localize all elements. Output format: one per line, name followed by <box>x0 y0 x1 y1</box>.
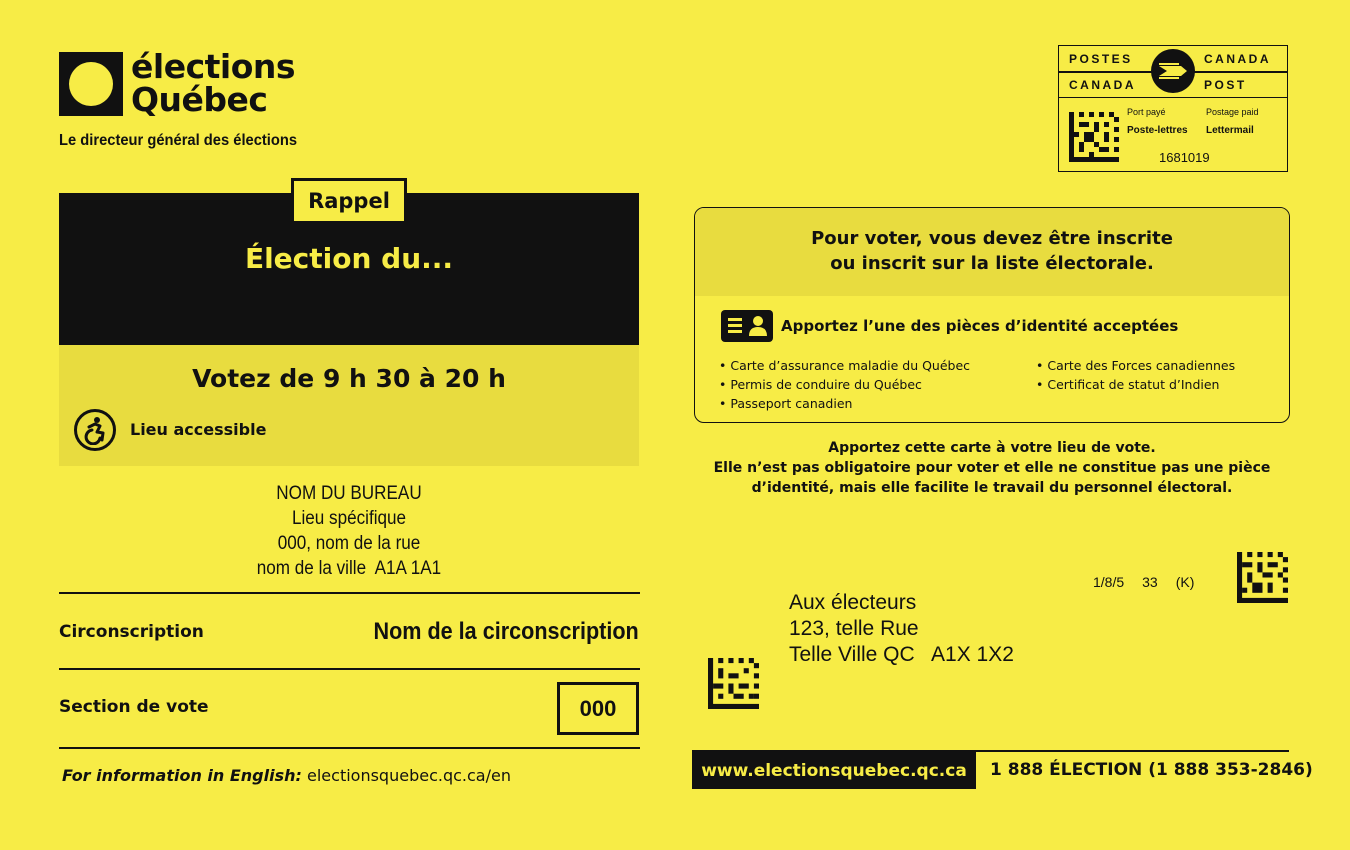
registration-info-box <box>694 207 1290 423</box>
list-item: • Carte des Forces canadiennes <box>1036 356 1235 375</box>
english-url[interactable]: electionsquebec.qc.ca/en <box>307 766 511 785</box>
recipient-city: Telle Ville QC A1X 1X2 <box>789 643 1014 666</box>
canada-word: CANADA <box>1069 78 1136 92</box>
recipient-street: 123, telle Rue <box>789 617 919 640</box>
datamatrix-code-icon <box>1069 112 1119 162</box>
datamatrix-code-icon <box>708 658 759 709</box>
brand-subtitle: Le directeur général des élections <box>59 132 298 149</box>
recipient-address <box>789 590 1014 668</box>
place-name: Lieu spécifique <box>291 508 407 529</box>
id-title: Apportez l’une des pièces d’identité acceptées <box>781 317 1179 335</box>
street-address: 000, nom de la rue <box>277 533 421 554</box>
datamatrix-code-icon <box>1237 552 1288 603</box>
note-line: d’identité, mais elle facilite le travail du personnel électoral. <box>751 480 1233 496</box>
list-item: • Permis de conduire du Québec <box>719 375 970 394</box>
website-link[interactable]: www.electionsquebec.qc.ca <box>692 752 976 789</box>
english-info <box>62 766 511 785</box>
polling-address <box>88 481 610 581</box>
list-item: • Passeport canadien <box>719 394 970 413</box>
sort-code-a: 1/8/5 <box>1093 574 1125 590</box>
heading-line: Pour voter, vous devez être inscrite <box>811 228 1173 249</box>
office-name: NOM DU BUREAU <box>276 483 422 504</box>
sort-code-b: 33 <box>1142 574 1158 590</box>
canada-post-emblem-icon <box>1151 49 1195 93</box>
port-paye: Port payé <box>1127 107 1166 117</box>
id-card-icon <box>721 310 773 342</box>
postage-paid: Postage paid <box>1206 107 1259 117</box>
postes-word: POSTES <box>1069 52 1133 66</box>
id-list-right <box>1036 356 1235 394</box>
card-note <box>694 438 1290 498</box>
logo-mark <box>59 52 123 116</box>
section-label: Section de vote <box>59 697 209 717</box>
permit-number: 1681019 <box>1159 150 1210 165</box>
circonscription-label: Circonscription <box>59 622 204 642</box>
sort-code <box>1093 574 1194 590</box>
note-line: Apportez cette carte à votre lieu de vote. <box>828 440 1156 456</box>
canada-word: CANADA <box>1204 52 1271 66</box>
election-title: Élection du... <box>244 242 454 275</box>
section-number: 000 <box>557 682 639 735</box>
postage-stamp <box>1058 45 1288 172</box>
city-postal: nom de la ville A1A 1A1 <box>256 558 442 579</box>
post-word: POST <box>1204 78 1247 92</box>
lettermail: Lettermail <box>1206 125 1254 136</box>
english-label: For information in English: <box>62 766 302 785</box>
phone-number[interactable]: 1 888 ÉLECTION (1 888 353-2846) <box>990 760 1313 780</box>
divider <box>59 668 640 670</box>
circonscription-value: Nom de la circonscription <box>373 618 639 645</box>
divider <box>59 747 640 749</box>
voting-hours: Votez de 9 h 30 à 20 h <box>192 364 506 393</box>
poste-lettres: Poste-lettres <box>1127 125 1188 136</box>
sort-code-c: (K) <box>1175 574 1195 590</box>
accessible-label: Lieu accessible <box>130 420 267 439</box>
rappel-badge: Rappel <box>291 178 407 224</box>
divider <box>59 592 640 594</box>
registration-heading <box>695 226 1289 276</box>
list-item: • Carte d’assurance maladie du Québec <box>719 356 970 375</box>
postage-header <box>1059 46 1287 98</box>
list-item: • Certificat de statut d’Indien <box>1036 375 1235 394</box>
brand-logo-text: élections Québec <box>131 47 296 119</box>
id-list-left <box>719 356 970 413</box>
logo-circle-icon <box>69 62 113 106</box>
heading-line: ou inscrit sur la liste électorale. <box>830 253 1154 274</box>
recipient-name: Aux électeurs <box>789 591 917 614</box>
note-line: Elle n’est pas obligatoire pour voter et elle ne constitue pas une pièce <box>713 460 1271 476</box>
accessibility-icon <box>74 409 116 451</box>
